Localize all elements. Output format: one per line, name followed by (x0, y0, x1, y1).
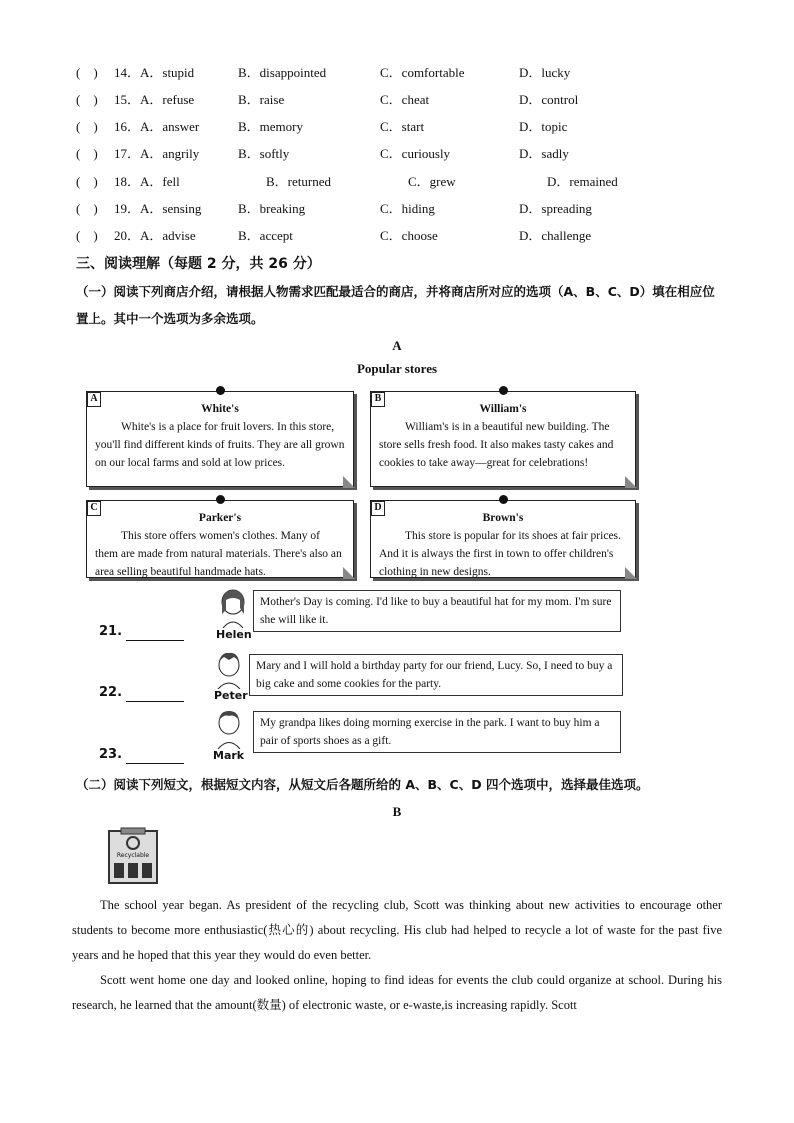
pin-icon (499, 495, 508, 504)
pin-icon (216, 495, 225, 504)
store-letter: B (371, 392, 385, 407)
store-card-a (86, 391, 354, 487)
store-name: Parker's (198, 512, 242, 524)
option-b: B．returned (266, 174, 331, 189)
part2-letter: B (392, 804, 402, 819)
store-card-b (370, 391, 636, 487)
option-c: C．choose (380, 228, 438, 243)
option-d: D．remained (547, 174, 618, 189)
store-name: White's (201, 403, 239, 415)
option-a: 18．A．fell (114, 174, 180, 189)
option-d: D．sadly (519, 146, 569, 161)
page-fold-icon (343, 567, 355, 579)
boy-avatar-icon (214, 709, 244, 749)
store-letter: C (87, 501, 101, 516)
store-letter: A (87, 392, 101, 407)
section-title: 三、阅读理解（每题 2 分，共 26 分） (76, 256, 321, 272)
answer-blank[interactable] (126, 701, 184, 702)
option-d: D．topic (519, 119, 568, 134)
girl-avatar-icon (218, 588, 248, 628)
store-card-c (86, 500, 354, 578)
speech-bubble: Mother's Day is coming. I'd like to buy a beautiful hat for my mom. I'm sure she will like it. (253, 590, 621, 632)
person-name: Peter (214, 689, 248, 702)
option-c: C．comfortable (380, 65, 465, 80)
question-number: 21. (99, 624, 123, 639)
option-c: C．curiously (380, 146, 451, 161)
store-name: William's (479, 403, 527, 415)
answer-bracket[interactable]: ( ) (76, 228, 98, 243)
option-b: B．breaking (238, 201, 306, 216)
store-text: This store offers women's clothes. Many of them are made from natural materials. There's also an area selling beautiful handmade hats. (95, 530, 342, 578)
part2-instruction: （二）阅读下列短文，根据短文内容，从短文后各题所给的 A、B、C、D 四个选项中，选择最佳选项。 (76, 777, 649, 792)
speech-bubble: Mary and I will hold a birthday party for our friend, Lucy. So, I need to buy a big cake and some cookies for the party. (249, 654, 623, 696)
option-d: D．control (519, 92, 579, 107)
option-a: 16．A．answer (114, 119, 200, 134)
answer-bracket[interactable]: ( ) (76, 201, 98, 216)
option-d: D．lucky (519, 65, 571, 80)
answer-bracket[interactable]: ( ) (76, 146, 98, 161)
option-c: C．grew (408, 174, 456, 189)
option-b: B．disappointed (238, 65, 327, 80)
option-c: C．hiding (380, 201, 435, 216)
store-name: Brown's (482, 512, 524, 524)
option-a: 20．A．advise (114, 228, 196, 243)
boy-avatar-icon (214, 651, 244, 689)
store-card-d (370, 500, 636, 578)
person-name: Mark (213, 749, 245, 762)
person-name: Helen (216, 628, 252, 641)
answer-bracket[interactable]: ( ) (76, 65, 98, 80)
option-b: B．raise (238, 92, 285, 107)
question-number: 22. (99, 685, 123, 700)
part1-heading: Popular stores (356, 361, 438, 376)
answer-blank[interactable] (126, 640, 184, 641)
option-d: D．spreading (519, 201, 592, 216)
answer-bracket[interactable]: ( ) (76, 174, 98, 189)
option-d: D．challenge (519, 228, 592, 243)
part1-letter: A (392, 338, 402, 353)
speech-bubble: My grandpa likes doing morning exercise in the park. I want to buy him a pair of sports shoes as a gift. (253, 711, 621, 753)
bin-label: Recyclable (116, 852, 150, 859)
part1-instruction: （一）阅读下列商店介绍，请根据人物需求匹配最适合的商店，并将商店所对应的选项（A、B、C、D）填在相应位置上。其中一个选项为多余选项。 (76, 284, 715, 326)
page-fold-icon (625, 476, 637, 488)
store-text: William's is in a beautiful new building. The store sells fresh food. It also makes tasty cakes and cookies to take away—great for celebrations! (379, 421, 614, 469)
passage-paragraph-1: The school year began. As president of the recycling club, Scott was thinking about new activities to encourage other students to become more enthusiastic(热心的) about recycling. His club had helped to recycle a lot of waste for the past five years and he hoped that this year they would do even better. (72, 898, 722, 962)
option-a: 14．A．stupid (114, 65, 195, 80)
recycle-bin-icon (106, 827, 160, 885)
option-a: 17．A．angrily (114, 146, 200, 161)
page-fold-icon (343, 476, 355, 488)
store-text: White's is a place for fruit lovers. In this store, you'll find different kinds of fruits. They are all grown on our local farms and sold at low prices. (95, 421, 345, 469)
store-letter: D (371, 501, 385, 516)
option-b: B．accept (238, 228, 293, 243)
question-number: 23. (99, 747, 123, 762)
answer-bracket[interactable]: ( ) (76, 119, 98, 134)
option-b: B．memory (238, 119, 303, 134)
option-a: 19．A．sensing (114, 201, 202, 216)
option-a: 15．A．refuse (114, 92, 195, 107)
page-fold-icon (625, 567, 637, 579)
store-text: This store is popular for its shoes at fair prices. And it is always the first in town to offer children's clothing in new designs. (379, 530, 621, 578)
option-c: C．start (380, 119, 425, 134)
pin-icon (499, 386, 508, 395)
option-b: B．softly (238, 146, 290, 161)
option-c: C．cheat (380, 92, 430, 107)
answer-bracket[interactable]: ( ) (76, 92, 98, 107)
passage-paragraph-2: Scott went home one day and looked online, hoping to find ideas for events the club could organize at school. During his research, he learned that the amount(数量) of electronic waste, or e-waste,is increasing rapidly. Scott (72, 973, 722, 1012)
pin-icon (216, 386, 225, 395)
answer-blank[interactable] (126, 763, 184, 764)
